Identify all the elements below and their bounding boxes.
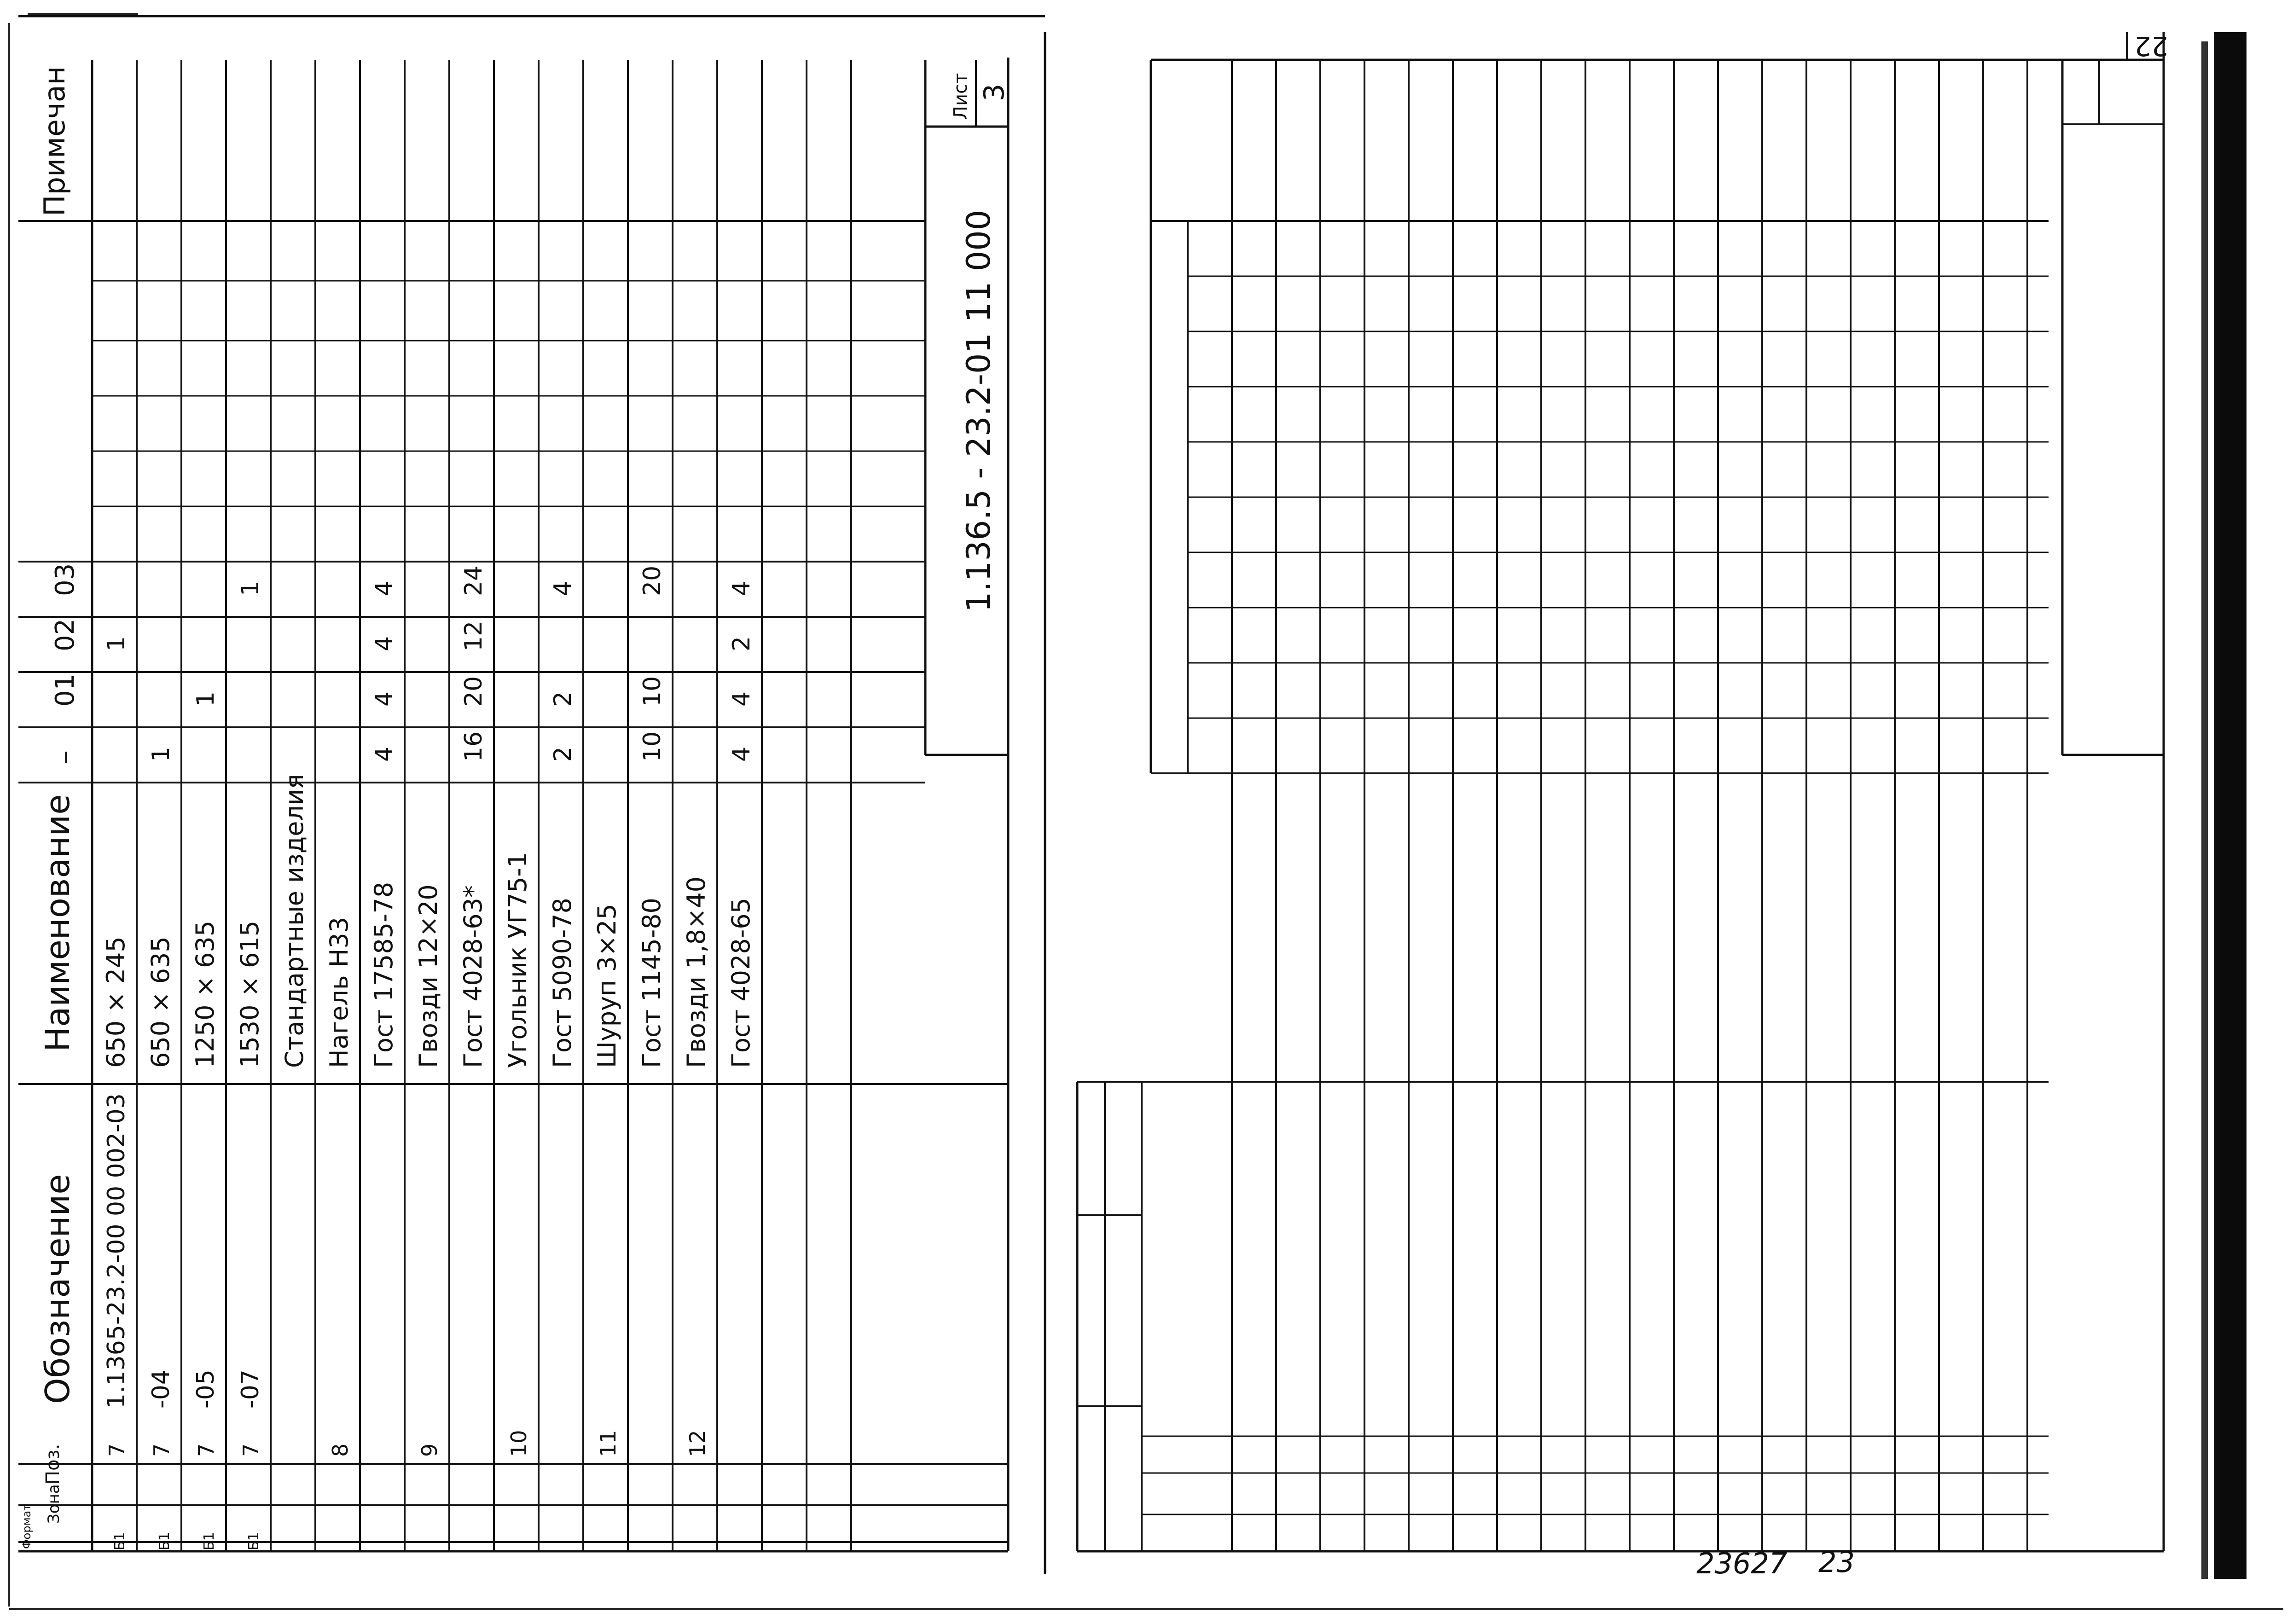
sheet-number: 3	[978, 83, 1010, 101]
header-zone: Зона	[45, 1484, 63, 1524]
row-quantity: 1	[236, 580, 264, 596]
row-name: Угольник УГ75-1	[503, 852, 532, 1068]
row-designation: 1.1365-23.2-00 00 002-03	[102, 1093, 130, 1409]
row-position: 7	[104, 1443, 129, 1457]
row-position: 7	[238, 1443, 263, 1457]
row-designation: -05	[192, 1369, 220, 1409]
spec-rows	[101, 566, 755, 1550]
row-quantity: 1	[147, 746, 175, 762]
header-designation: Обозначение	[38, 1174, 77, 1404]
row-quantity: 4	[370, 746, 398, 762]
row-position: 11	[595, 1430, 621, 1457]
row-quantity: 2	[549, 746, 577, 762]
header-note: Примечан	[38, 66, 71, 216]
document-code: 1.136.5 - 23.2-01 11 000	[960, 209, 998, 612]
row-quantity: 24	[459, 565, 488, 596]
row-name: Гост 17585-78	[369, 882, 398, 1068]
row-name: Гост 1145-80	[637, 898, 666, 1068]
row-quantity: 16	[459, 731, 488, 762]
row-format: Б1	[111, 1532, 128, 1550]
spec-row-lines	[92, 60, 851, 1551]
row-designation: -07	[236, 1369, 264, 1409]
row-name: Гост 4028-63*	[458, 885, 488, 1068]
row-quantity: 20	[638, 565, 666, 596]
header-name: Наименование	[38, 794, 77, 1052]
row-format: Б1	[156, 1532, 173, 1550]
row-position: 7	[193, 1443, 219, 1457]
row-quantity: 1	[192, 691, 220, 707]
row-quantity: 10	[638, 676, 666, 707]
row-quantity: 4	[727, 691, 755, 707]
row-quantity: 4	[370, 636, 398, 651]
header-variant-01: 01	[50, 673, 80, 707]
row-quantity: 4	[370, 580, 398, 596]
header-format: Формат	[20, 1504, 33, 1549]
header-position: Поз.	[42, 1444, 64, 1485]
row-quantity: 4	[727, 580, 755, 596]
right-sheet-frame	[1077, 32, 2164, 1551]
row-name: Гвозди 1,8×40	[681, 876, 711, 1068]
header-variant-dash: –	[48, 750, 81, 764]
row-quantity: 20	[459, 676, 488, 707]
right-grid-lines	[1188, 60, 2049, 1551]
row-position: 7	[149, 1443, 174, 1457]
row-quantity: 1	[102, 636, 130, 651]
page-number-top: 22	[2134, 30, 2168, 62]
row-name: Гост 5090-78	[547, 898, 577, 1068]
row-name: Нагель Н33	[324, 916, 354, 1068]
row-position: 9	[417, 1443, 442, 1457]
sheet-label: Лист	[950, 73, 971, 120]
row-quantity: 4	[727, 746, 755, 762]
row-quantity: 2	[727, 636, 755, 651]
header-variant-03: 03	[50, 563, 80, 596]
row-quantity: 2	[549, 691, 577, 707]
row-name: 650 × 245	[101, 936, 130, 1068]
row-name: Стандартные изделия	[279, 774, 309, 1068]
row-name: Гост 4028-65	[726, 898, 755, 1068]
row-quantity: 12	[459, 621, 488, 651]
row-name: Шуруп 3×25	[592, 904, 621, 1068]
scanner-edge	[2214, 32, 2247, 1579]
row-quantity: 10	[638, 731, 666, 762]
row-name: 1250 × 635	[190, 920, 220, 1068]
row-designation: -04	[147, 1369, 175, 1409]
header-variant-02: 02	[50, 618, 80, 651]
row-quantity: 4	[370, 691, 398, 707]
row-position: 12	[685, 1430, 710, 1457]
row-format: Б1	[245, 1532, 262, 1550]
row-position: 8	[327, 1443, 353, 1457]
row-format: Б1	[201, 1532, 217, 1550]
row-name: Гвозди 12×20	[413, 884, 443, 1068]
stamp-page: 23	[1818, 1545, 1855, 1579]
row-name: 1530 × 615	[235, 920, 264, 1068]
row-name: 650 × 635	[145, 936, 175, 1068]
order-number: 23627	[1696, 1547, 1788, 1580]
row-position: 10	[506, 1430, 531, 1457]
row-quantity: 4	[549, 580, 577, 596]
left-sheet-frame	[18, 16, 1045, 1574]
